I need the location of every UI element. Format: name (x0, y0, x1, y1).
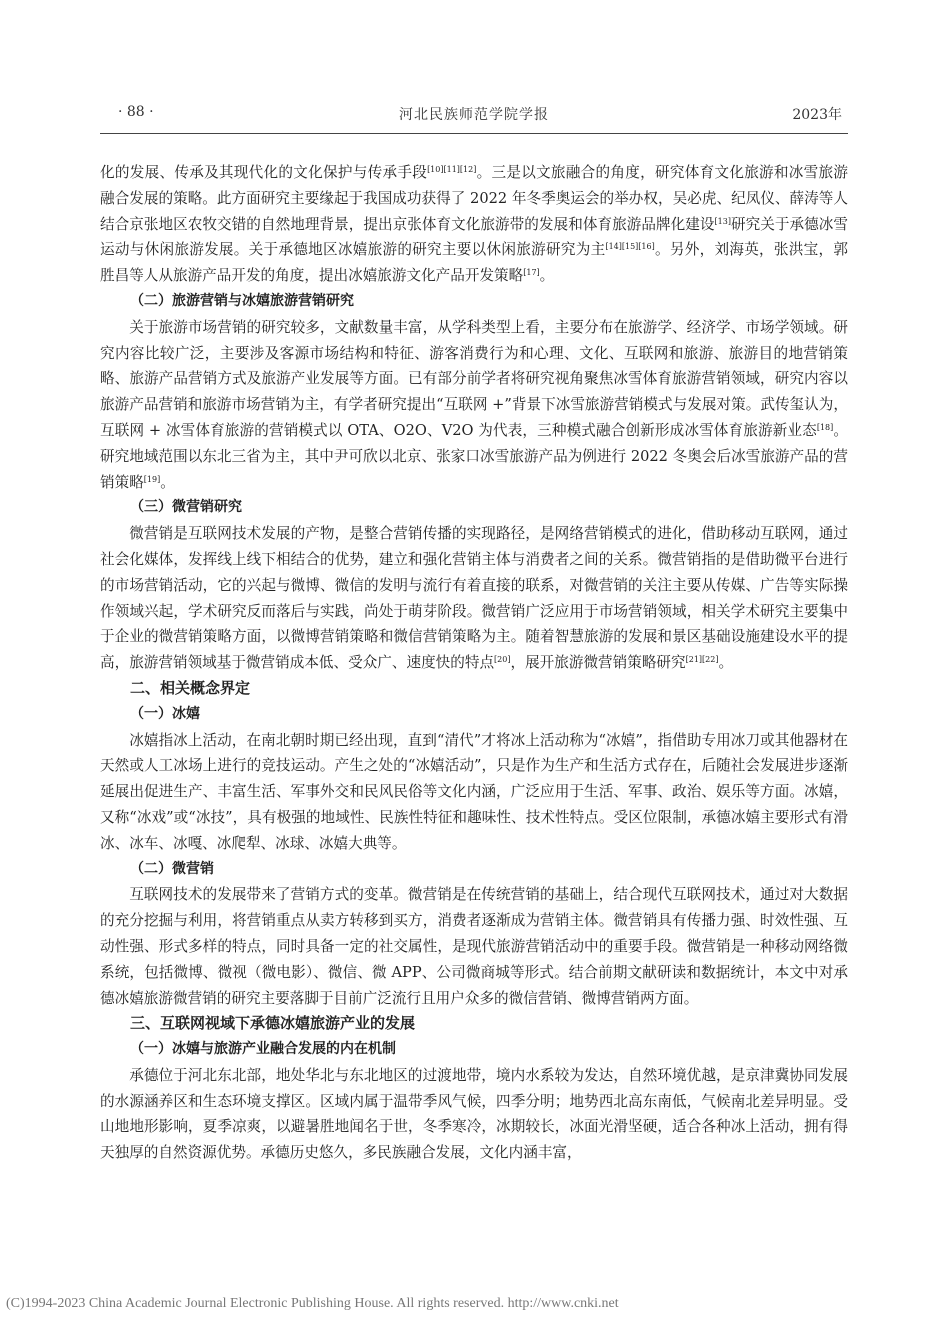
section-heading-marketing: （二）旅游营销与冰嬉旅游营销研究 (130, 292, 354, 309)
article-body (100, 160, 848, 1166)
citation[interactable]: [20] (494, 655, 511, 665)
paragraph-marketing: 关于旅游市场营销的研究较多，文献数量丰富，从学科类型上看，主要分布在旅游学、经济学、市场学领域。研究内容比较广泛，主要涉及客源市场结构和特征、游客消费行为和心理、文化、互联网和旅游、旅游目的地营销策略、旅游产品营销方式及旅游产业发展等方面。已有部分前学者将研究视角聚焦冰雪体育旅游营销领域，研究内容以旅游产品营销和旅游市场营销为主，有学者研究提出“互联网 +”背景下冰雪旅游营销模式与发展对策。武传玺认为，互联网 + 冰雪体育旅游的营销模式以 OTA、O2O、V2O 为代表，三种模式融合创新形成冰雪体育旅游新业态[18]。研究地域范围以东北三省为主，其中尹可欣以北京、张家口冰雪旅游产品为例进行 2022 冬奥会后冰雪旅游产品的营销策略[19]。 (100, 318, 848, 491)
citation[interactable]: [14][15][16] (605, 242, 655, 252)
section-heading-micro-marketing: （三）微营销研究 (130, 499, 242, 516)
citation[interactable]: [17] (523, 268, 540, 278)
section-heading-mechanism: （一）冰嬉与旅游产业融合发展的内在机制 (130, 1041, 396, 1058)
copyright-footer: (C)1994-2023 China Academic Journal Electronic Publishing House. All rights reserved. http://www.cnki.net (6, 1296, 619, 1311)
page-number: · 88 · (118, 104, 154, 120)
paragraph-weiyingxiao: 互联网技术的发展带来了营销方式的变革。微营销是在传统营销的基础上，结合现代互联网技术，通过对大数据的充分挖掘与利用，将营销重点从卖方转移到买方，消费者逐渐成为营销主体。微营销具有传播力强、时效性强、互动性强、形式多样的特点，同时具备一定的社交属性，是现代旅游营销活动中的重要手段。微营销是一种移动网络微系统，包括微博、微视（微电影）、微信、微 APP、公司微商城等形式。结合前期文献研读和数据统计，本文中对承德冰嬉旅游微营销的研究主要落脚于目前广泛流行且用户众多的微信营销、微博营销两方面。 (100, 886, 848, 1007)
issue-year: 2023年 (792, 107, 842, 123)
section-heading-weiyingxiao: （二）微营销 (130, 860, 214, 877)
paragraph-bingxi: 冰嬉指冰上活动，在南北朝时期已经出现，直到“清代”才将冰上活动称为“冰嬉”，指借助专用冰刀或其他器材在天然或人工冰场上进行的竞技运动。产生之处的“冰嬉活动”，只是作为生产和生活方式存在，后随社会发展进步逐渐延展出促进生产、丰富生活、军事外交和民风民俗等文化内涵，广泛应用于生活、军事、政治、娱乐等方面。冰嬉，又称“冰戏”或“冰技”，具有极强的地域性、民族性特征和趣味性、技术性特点。受区位限制，承德冰嬉主要形式有滑冰、冰车、冰嘎、冰爬犁、冰球、冰嬉大典等。 (100, 731, 848, 852)
journal-title: 河北民族师范学院学报 (399, 107, 549, 123)
chapter-heading-development: 三、互联网视域下承德冰嬉旅游产业的发展 (130, 1014, 416, 1033)
paragraph-continued: 化的发展、传承及其现代化的文化保护与传承手段[10][11][12]。三是以文旅融合的角度，研究体育文化旅游和冰雪旅游融合发展的策略。此方面研究主要缘起于我国成功获得了 2022 年冬季奥运会的举办权，吴必虎、纪凤仪、薛涛等人结合京张地区农牧交错的自然地理背景，提出京张体育文化旅游带的发展和体育旅游品牌化建设[13]研究关于承德冰雪运动与休闲旅游发展。关于承德地区冰嬉旅游的研究主要以休闲旅游研究为主[14][15][16]。另外，刘海英，张洪宝，郭胜昌等人从旅游产品开发的角度，提出冰嬉旅游文化产品开发策略[17]。 (100, 164, 848, 285)
paragraph-micro-marketing: 微营销是互联网技术发展的产物，是整合营销传播的实现路径，是网络营销模式的进化，借助移动互联网，通过社会化媒体，发挥线上线下相结合的优势，建立和强化营销主体与消费者之间的关系。微营销指的是借助微平台进行的市场营销活动，它的兴起与微博、微信的发明与流行有着直接的联系，对微营销的关注主要从传媒、广告等实际操作领域兴起，学术研究反而落后与实践，尚处于萌芽阶段。微营销广泛应用于市场营销领域，相关学术研究主要集中于企业的微营销策略方面，以微博营销策略和微信营销策略为主。随着智慧旅游的发展和景区基础设施建设水平的提高，旅游营销领域基于微营销成本低、受众广、速度快的特点[20]，展开旅游微营销策略研究[21][22]。 (100, 525, 848, 672)
citation[interactable]: [21][22] (685, 655, 719, 665)
section-heading-bingxi: （一）冰嬉 (130, 705, 200, 722)
citation[interactable]: [13] (714, 216, 731, 226)
running-header (100, 104, 848, 128)
paragraph-mechanism: 承德位于河北东北部，地处华北与东北地区的过渡地带，境内水系较为发达，自然环境优越，是京津冀协同发展的水源涵养区和生态环境支撑区。区域内属于温带季风气候，四季分明；地势西北高东南低，气候南北差异明显。受山地地形影响，夏季凉爽，以避暑胜地闻名于世，冬季寒冷，冰期较长，冰面光滑坚硬，适合各种冰上活动，拥有得天独厚的自然资源优势。承德历史悠久，多民族融合发展，文化内涵丰富， (100, 1066, 848, 1162)
citation[interactable]: [10][11][12] (427, 165, 477, 174)
citation[interactable]: [19] (143, 474, 161, 484)
header-rule (100, 133, 848, 134)
citation[interactable]: [18] (816, 422, 834, 432)
chapter-heading-concepts: 二、相关概念界定 (130, 678, 251, 697)
